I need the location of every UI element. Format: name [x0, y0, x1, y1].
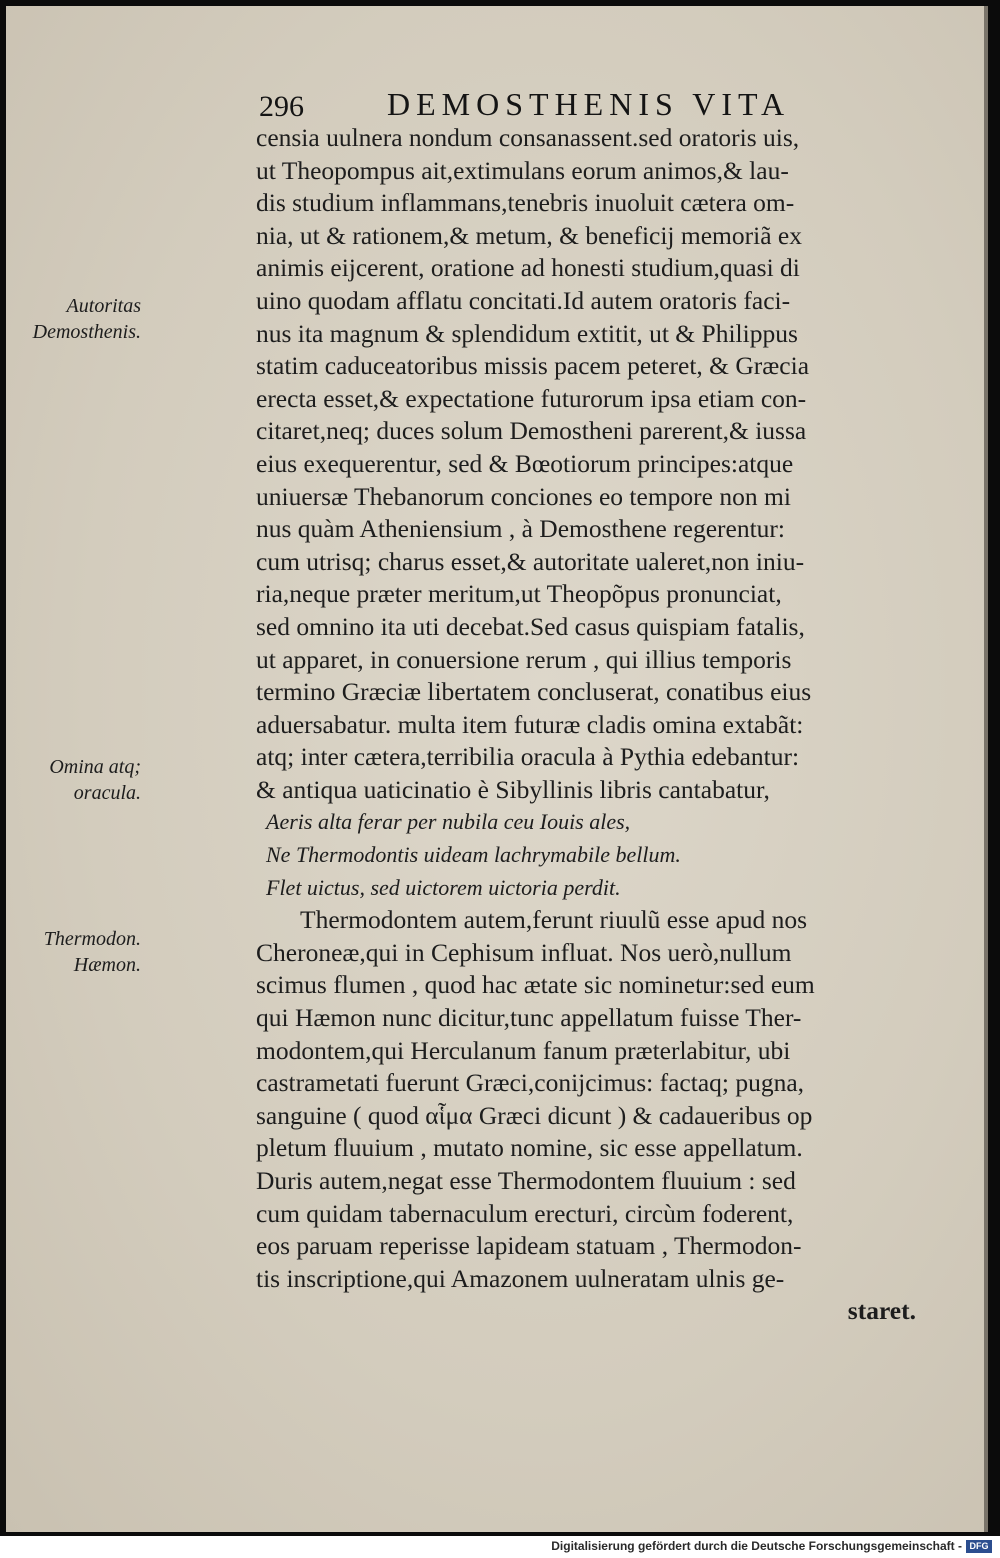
text-line: sanguine ( quod αἷμα Græci dicunt ) & cadaueribus op — [256, 1100, 813, 1130]
text-line: uniuersæ Thebanorum conciones eo tempore non mi — [256, 481, 791, 511]
text-line: uino quodam afflatu concitati.Id autem oratoris faci- — [256, 285, 791, 315]
text-line: atq; inter cætera,terribilia oracula à Pythia edebantur: — [256, 742, 800, 772]
verse-line: Ne Thermodontis uideam lachrymabile bellum. — [266, 842, 681, 868]
text-line: tis inscriptione,qui Amazonem uulneratam ulnis ge- — [256, 1263, 785, 1293]
margin-note-thermodon: Thermodon. Hæmon. — [43, 928, 141, 976]
text-line: eius exequerentur, sed & Bœotiorum principes:atque — [256, 448, 794, 478]
text-line: cum utrisq; charus esset,& autoritate ualeret,non iniu- — [256, 546, 805, 576]
text-line: aduersabatur. multa item futuræ cladis omina extabãt: — [256, 709, 804, 739]
digitization-footer — [0, 1536, 1000, 1558]
dfg-logo-icon: DFG — [966, 1540, 992, 1553]
text-line: ut Theopompus ait,extimulans eorum animos,& lau- — [256, 155, 789, 185]
text-line: modontem,qui Herculanum fanum præterlabitur, ubi — [256, 1035, 791, 1065]
verse-line: Aeris alta ferar per nubila ceu Iouis ales, — [266, 809, 631, 835]
text-line: & antiqua uaticinatio è Sibyllinis libris cantabatur, — [256, 774, 770, 804]
text-line: termino Græciæ libertatem concluserat, conatibus eius — [256, 677, 812, 707]
text-line: animis eijcerent, oratione ad honesti studium,quasi di — [256, 253, 800, 283]
text-line: dis studium inflammans,tenebris inuoluit cætera om- — [256, 188, 795, 218]
margin-note-autoritas: Autoritas Demosthenis. — [32, 295, 141, 343]
margin-note-omina: Omina atq; oracula. — [49, 756, 141, 804]
text-line: statim caduceatoribus missis pacem peteret, & Græcia — [256, 351, 810, 381]
funding-notice: Digitalisierung gefördert durch die Deutsche Forschungsgemeinschaft - — [551, 1539, 962, 1553]
catchword: staret. — [847, 1296, 916, 1326]
text-line: Thermodontem autem,ferunt riuulũ esse apud nos — [300, 905, 808, 935]
text-line: Duris autem,negat esse Thermodontem fluuium : sed — [256, 1166, 796, 1195]
text-line: citaret,neq; duces solum Demostheni parerent,& iussa — [256, 416, 807, 446]
page-number: 296 — [259, 90, 304, 123]
book-page — [6, 6, 988, 1532]
text-line: cum quidam tabernaculum erecturi, circùm foderent, — [256, 1198, 794, 1228]
text-line: Cheroneæ,qui in Cephisum influat. Nos uerò,nullum — [256, 937, 792, 967]
running-title: DEMOSTHENIS VITA — [387, 86, 791, 122]
text-body — [256, 122, 926, 1328]
text-line: scimus flumen , quod hac ætate sic nominetur:sed eum — [256, 970, 815, 1000]
text-line: nia, ut & rationem,& metum, & beneficij memoriã ex — [256, 220, 802, 250]
text-line: nus quàm Atheniensium , à Demosthene regerentur: — [256, 514, 785, 544]
text-line: nus ita magnum & splendidum extitit, ut & Philippus — [256, 318, 798, 348]
text-line: ut apparet, in conuersione rerum , qui illius temporis — [256, 644, 792, 674]
text-line: pletum fluuium , mutato nomine, sic esse appellatum. — [256, 1133, 803, 1163]
text-line: erecta esset,& expectatione futurorum ipsa etiam con- — [256, 383, 807, 413]
text-line: eos paruam reperisse lapideam statuam , Thermodon- — [256, 1231, 802, 1261]
text-line: censia uulnera nondum consanassent.sed oratoris uis, — [256, 123, 800, 152]
text-line: qui Hæmon nunc dicitur,tunc appellatum fuisse Ther- — [256, 1003, 802, 1033]
verse-line: Flet uictus, sed uictorem uictoria perdit. — [266, 874, 621, 900]
text-line: ria,neque præter meritum,ut Theopõpus pronunciat, — [256, 579, 782, 609]
text-line: castrametati fuerunt Græci,conijcimus: factaq; pugna, — [256, 1068, 805, 1098]
text-line: sed omnino ita uti decebat.Sed casus quispiam fatalis, — [256, 611, 805, 641]
